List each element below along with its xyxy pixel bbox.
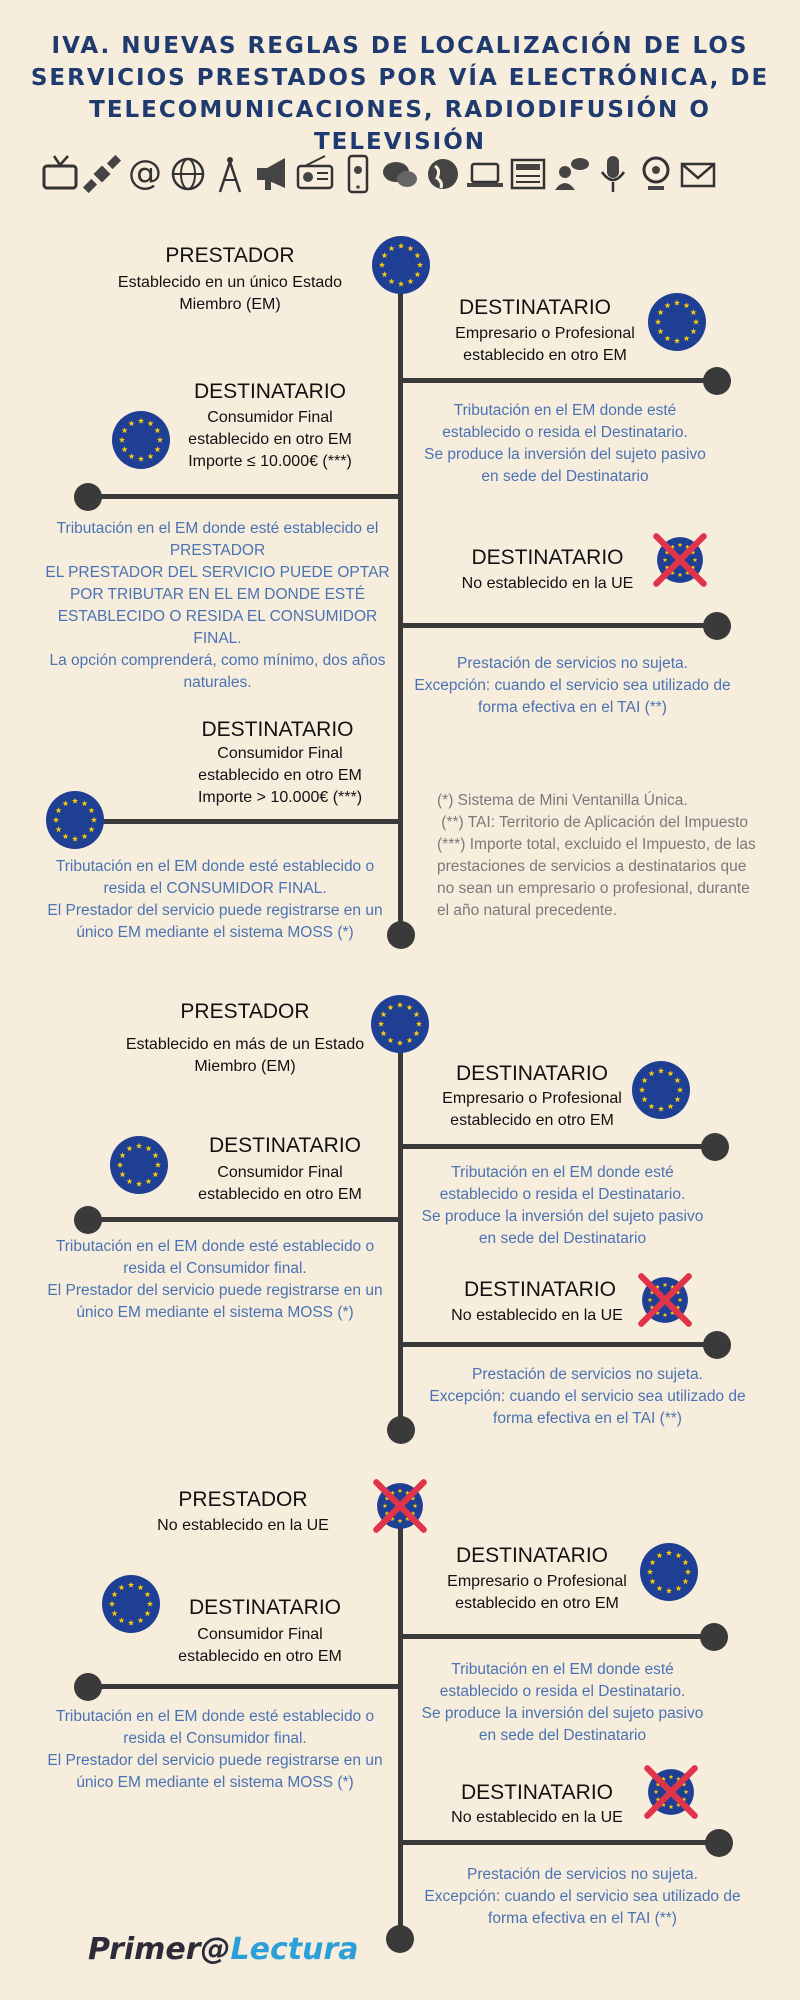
logo-part-1: Primer@ xyxy=(88,1932,231,1967)
eu-flag-icon xyxy=(101,1574,161,1634)
title-line-1: IVA. NUEVAS REGLAS DE LOCALIZACIÓN DE LOS xyxy=(51,33,749,59)
eu-flag-icon xyxy=(111,410,171,470)
prestador-desc: Establecido en un único Estado Miembro (EM) xyxy=(117,274,343,313)
tv-icon xyxy=(40,152,80,196)
destinatario-desc: No establecido en la UE xyxy=(461,575,634,592)
destinatario-desc: Consumidor Final establecido en otro EM Importe > 10.000€ (***) xyxy=(197,745,363,806)
destinatario-desc: Empresario o Profesional establecido en otro EM xyxy=(455,325,635,364)
tax-note: Tributación en el EM donde esté establecido o resida el Consumidor final. El Prestador del servicio puede registrarse en un único EM mediante el sistema MOSS (*) xyxy=(47,1238,383,1321)
newspaper-icon xyxy=(508,152,548,196)
destinatario-desc: Empresario o Profesional establecido en otro EM xyxy=(447,1573,627,1612)
branch-end-dot xyxy=(703,1331,731,1359)
destinatario-desc: Consumidor Final establecido en otro EM xyxy=(198,1164,362,1203)
tax-note: Prestación de servicios no sujeta. Excepción: cuando el servicio sea utilizado de forma efectiva en el TAI (**) xyxy=(414,655,731,716)
branch-noue-2 xyxy=(400,1342,718,1347)
branch-end-dot xyxy=(74,483,102,511)
branch-end-dot xyxy=(74,1673,102,1701)
chat-bubbles-icon xyxy=(380,152,420,196)
branch-end-dot xyxy=(701,1133,729,1161)
eu-flag-crossed-icon xyxy=(641,1762,701,1822)
laptop-icon xyxy=(465,152,505,196)
title-line-3: TELECOMUNICACIONES, RADIODIFUSIÓN O TELEVISIÓN xyxy=(89,97,711,155)
eu-flag-icon xyxy=(371,235,431,295)
satellite-icon xyxy=(82,152,122,196)
eu-flag-crossed-icon xyxy=(370,1476,430,1536)
logo-part-2: Lectura xyxy=(230,1932,359,1967)
destinatario-heading: DESTINATARIO xyxy=(455,1062,609,1085)
envelope-icon xyxy=(678,152,718,196)
earth-icon xyxy=(423,152,463,196)
primer-lectura-logo xyxy=(88,1932,359,1967)
branch-end-dot xyxy=(703,612,731,640)
destinatario-desc: No establecido en la UE xyxy=(451,1307,623,1324)
tax-note: Tributación en el EM donde esté establecido el PRESTADOR EL PRESTADOR DEL SERVICIO PUEDE OPTAR POR TRIBUTAR EN EL EM DONDE ESTÉ ESTABLECIDO O RESIDA EL CONSUMIDOR FINAL. La opción comprenderá, como mínimo, dos años naturales. xyxy=(45,520,390,691)
tax-note: Tributación en el EM donde esté establecido o resida el Destinatario. Se produce la inversión del sujeto pasivo en sede del Destinatario xyxy=(421,1661,704,1744)
branch-end-dot xyxy=(703,367,731,395)
globe-web-icon xyxy=(168,152,208,196)
branch-end-dot xyxy=(705,1829,733,1857)
branch-cf-big-1 xyxy=(100,819,400,824)
user-chat-icon xyxy=(551,152,591,196)
webcam-icon xyxy=(636,152,676,196)
tax-note: Prestación de servicios no sujeta. Excepción: cuando el servicio sea utilizado de forma efectiva en el TAI (**) xyxy=(429,1366,746,1427)
prestador-desc: No establecido en la UE xyxy=(157,1517,329,1534)
tax-note: Tributación en el EM donde esté establecido o resida el CONSUMIDOR FINAL. El Prestador del servicio puede registrarse en un único EM mediante el sistema MOSS (*) xyxy=(47,858,383,941)
tax-note: Tributación en el EM donde esté establecido o resida el Destinatario. Se produce la inversión del sujeto pasivo en sede del Destinatario xyxy=(424,402,706,485)
antenna-icon xyxy=(210,152,250,196)
destinatario-desc: No establecido en la UE xyxy=(451,1809,623,1826)
svg-text:@: @ xyxy=(128,153,162,193)
title-line-2: SERVICIOS PRESTADOS POR VÍA ELECTRÓNICA, DE xyxy=(30,65,770,91)
destinatario-desc: Consumidor Final establecido en otro EM Importe ≤ 10.000€ (***) xyxy=(188,409,352,470)
tax-note: Tributación en el EM donde esté establecido o resida el Consumidor final. El Prestador del servicio puede registrarse en un único EM mediante el sistema MOSS (*) xyxy=(47,1708,383,1791)
branch-cf-small-1 xyxy=(88,494,400,499)
eu-flag-icon xyxy=(45,790,105,850)
branch-noue-1 xyxy=(400,623,718,628)
tax-note: Prestación de servicios no sujeta. Excepción: cuando el servicio sea utilizado de forma efectiva en el TAI (**) xyxy=(424,1866,741,1927)
timeline-2 xyxy=(398,1022,403,1430)
footnotes: (*) Sistema de Mini Ventanilla Única. (**) TAI: Territorio de Aplicación del Impuesto (***) Importe total, excluido el Impuesto, de las prestaciones de servicios a destinatarios que no sean un empresario o profesional, durante el año natural precedente. xyxy=(437,792,756,919)
tax-note: Tributación en el EM donde esté establecido o resida el Destinatario. Se produce la inversión del sujeto pasivo en sede del Destinatario xyxy=(421,1164,704,1247)
eu-flag-icon xyxy=(109,1135,169,1195)
destinatario-heading: DESTINATARIO xyxy=(460,1781,614,1804)
destinatario-heading: DESTINATARIO xyxy=(471,546,624,569)
destinatario-heading: DESTINATARIO xyxy=(208,1134,362,1157)
prestador-heading: PRESTADOR xyxy=(180,1000,310,1023)
destinatario-heading: DESTINATARIO xyxy=(193,380,347,403)
branch-cf-2 xyxy=(88,1217,400,1222)
destinatario-heading: DESTINATARIO xyxy=(188,1596,342,1619)
destinatario-desc: Consumidor Final establecido en otro EM xyxy=(178,1626,342,1665)
branch-noue-3 xyxy=(402,1840,720,1845)
megaphone-icon xyxy=(253,152,293,196)
destinatario-heading: DESTINATARIO xyxy=(458,296,612,319)
prestador-heading: PRESTADOR xyxy=(178,1488,308,1511)
branch-b2b-1 xyxy=(400,378,718,383)
destinatario-desc: Empresario o Profesional establecido en otro EM xyxy=(442,1090,622,1129)
branch-end-dot xyxy=(74,1206,102,1234)
destinatario-heading: DESTINATARIO xyxy=(455,1544,609,1567)
eu-flag-crossed-icon xyxy=(635,1270,695,1330)
microphone-icon xyxy=(593,152,633,196)
at-sign-icon xyxy=(125,152,165,196)
destinatario-heading: DESTINATARIO xyxy=(201,718,354,741)
icon-strip xyxy=(40,152,760,202)
branch-b2b-2 xyxy=(400,1144,718,1149)
smartphone-icon xyxy=(338,152,378,196)
branch-end-dot xyxy=(700,1623,728,1651)
branch-b2b-3 xyxy=(400,1634,718,1639)
prestador-heading: PRESTADOR xyxy=(165,244,295,267)
radio-icon xyxy=(295,152,335,196)
branch-cf-3 xyxy=(88,1684,400,1689)
page-title xyxy=(0,30,800,158)
eu-flag-crossed-icon xyxy=(650,530,710,590)
prestador-desc: Establecido en más de un Estado Miembro (EM) xyxy=(125,1036,365,1075)
destinatario-heading: DESTINATARIO xyxy=(463,1278,617,1301)
